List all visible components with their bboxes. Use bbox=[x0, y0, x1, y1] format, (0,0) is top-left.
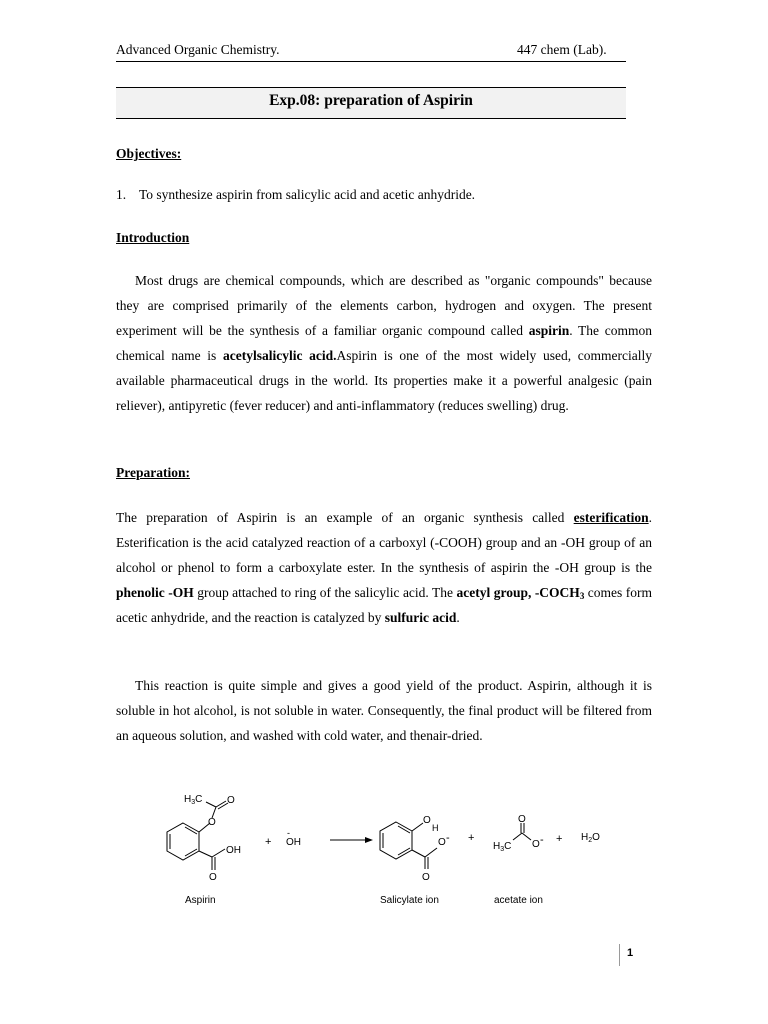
svg-text:H3C: $H_3C$ bbox=[493, 841, 512, 853]
hydroxide-charge: - bbox=[287, 828, 290, 838]
preparation-heading: Preparation: bbox=[116, 465, 190, 480]
intro-text-c: . The common chemical name is bbox=[116, 323, 652, 363]
header-lab: 447 chem (Lab). bbox=[517, 42, 607, 57]
prep-bold-phenolic: phenolic -OH bbox=[116, 585, 194, 600]
prep-text-e: group attached to ring of the salicylic acid. The bbox=[193, 585, 457, 600]
salicylate-structure bbox=[380, 822, 437, 869]
page-number-divider bbox=[619, 944, 620, 966]
objectives-heading: Objectives: bbox=[116, 146, 182, 161]
prep-text-g: comes form acetic anhydride, and the reaction is catalyzed by bbox=[116, 585, 652, 625]
prep-text-i: . bbox=[456, 610, 460, 625]
objective-text: To synthesize aspirin from salicylic acid and acetic anhydride. bbox=[139, 187, 476, 202]
introduction-heading: Introduction bbox=[116, 230, 190, 245]
svg-text:O: O bbox=[438, 837, 446, 848]
svg-text:O: O bbox=[423, 815, 431, 826]
title-box bbox=[116, 87, 626, 119]
label-aspirin: Aspirin bbox=[185, 895, 216, 906]
label-acetate-ion: acetate ion bbox=[494, 895, 543, 906]
prep-bold-acetyl: acetyl group, -COCH bbox=[456, 585, 580, 600]
svg-text:O: O bbox=[208, 817, 216, 828]
svg-text:OH: OH bbox=[226, 845, 241, 856]
svg-text:H: H bbox=[432, 823, 439, 833]
prep-bold-sulfuric: sulfuric acid bbox=[384, 610, 457, 625]
aspirin-structure bbox=[167, 801, 228, 870]
svg-text:O: O bbox=[209, 872, 217, 883]
reaction-scheme bbox=[150, 785, 630, 910]
page-number: 1 bbox=[627, 947, 634, 959]
plus-sign-2: + bbox=[468, 832, 475, 844]
header-course: Advanced Organic Chemistry. bbox=[116, 42, 280, 57]
svg-text:O: O bbox=[518, 814, 526, 825]
preparation-paragraph-1 bbox=[116, 505, 652, 630]
label-salicylate-ion: Salicylate ion bbox=[380, 895, 439, 906]
reaction-arrow bbox=[330, 837, 373, 843]
page-title: Exp.08: preparation of Aspirin bbox=[269, 92, 473, 109]
intro-text-a: Most drugs are chemical compounds, which are described as "organic compounds" because they are comprised primarily of the elements carbon, hydrogen and oxygen. The present experiment will be the synthesis of a familiar organic compound called bbox=[116, 273, 652, 338]
objective-number: 1. bbox=[116, 187, 127, 202]
plus-sign-1: + bbox=[265, 836, 272, 848]
prep-bold-acetyl-sub: 3 bbox=[579, 591, 585, 601]
intro-bold-acetylsalicylic: acetylsalicylic acid. bbox=[222, 348, 337, 363]
prep-text-c: . Esterification is the acid catalyzed reaction of a carboxyl (-COOH) group and an -OH group of an alcohol or phenol to form a carboxylate ester. In the synthesis of aspirin the -OH group is the bbox=[116, 510, 652, 575]
intro-text-e: Aspirin is one of the most widely used, commercially available pharmaceutical drugs in the world. Its properties make it a powerful analgesic (pain reliever), antipyretic (fever reducer) and anti-inflammatory (reduces swelling) drug. bbox=[116, 348, 652, 413]
prep-bold-esterification: esterification bbox=[573, 510, 649, 525]
prep-paragraph-2-text: This reaction is quite simple and gives a good yield of the product. Aspirin, although it is soluble in hot alcohol, is not soluble in water. Consequently, the final product will be filtered from an aqueous solution, and washed with cold water, and thenair-dried. bbox=[116, 678, 652, 743]
svg-text:O: O bbox=[227, 795, 235, 806]
intro-bold-aspirin: aspirin bbox=[528, 323, 570, 338]
prep-text-a: The preparation of Aspirin is an example of an organic synthesis called bbox=[116, 510, 574, 525]
svg-text:-: - bbox=[446, 832, 450, 844]
objective-item bbox=[116, 187, 475, 203]
header-divider bbox=[116, 61, 626, 62]
svg-text:O: O bbox=[422, 872, 430, 883]
aspirin-carboxyl-bond bbox=[199, 851, 212, 857]
plus-sign-3: + bbox=[556, 833, 563, 845]
aspirin-benzene-ring bbox=[167, 823, 199, 860]
hydroxide-label: OH bbox=[286, 837, 301, 848]
svg-text:H3C: $H_3C$ bbox=[184, 794, 203, 806]
introduction-paragraph bbox=[116, 268, 652, 418]
acetate-labels bbox=[493, 814, 544, 853]
salicylate-benzene-ring bbox=[380, 822, 412, 859]
reaction-scheme-svg bbox=[150, 785, 630, 910]
acetate-structure bbox=[513, 823, 531, 840]
preparation-paragraph-2 bbox=[116, 673, 652, 748]
water-label: $H_2O$ bbox=[581, 832, 600, 844]
svg-text:O: O bbox=[532, 839, 540, 850]
svg-text:-: - bbox=[540, 834, 544, 846]
